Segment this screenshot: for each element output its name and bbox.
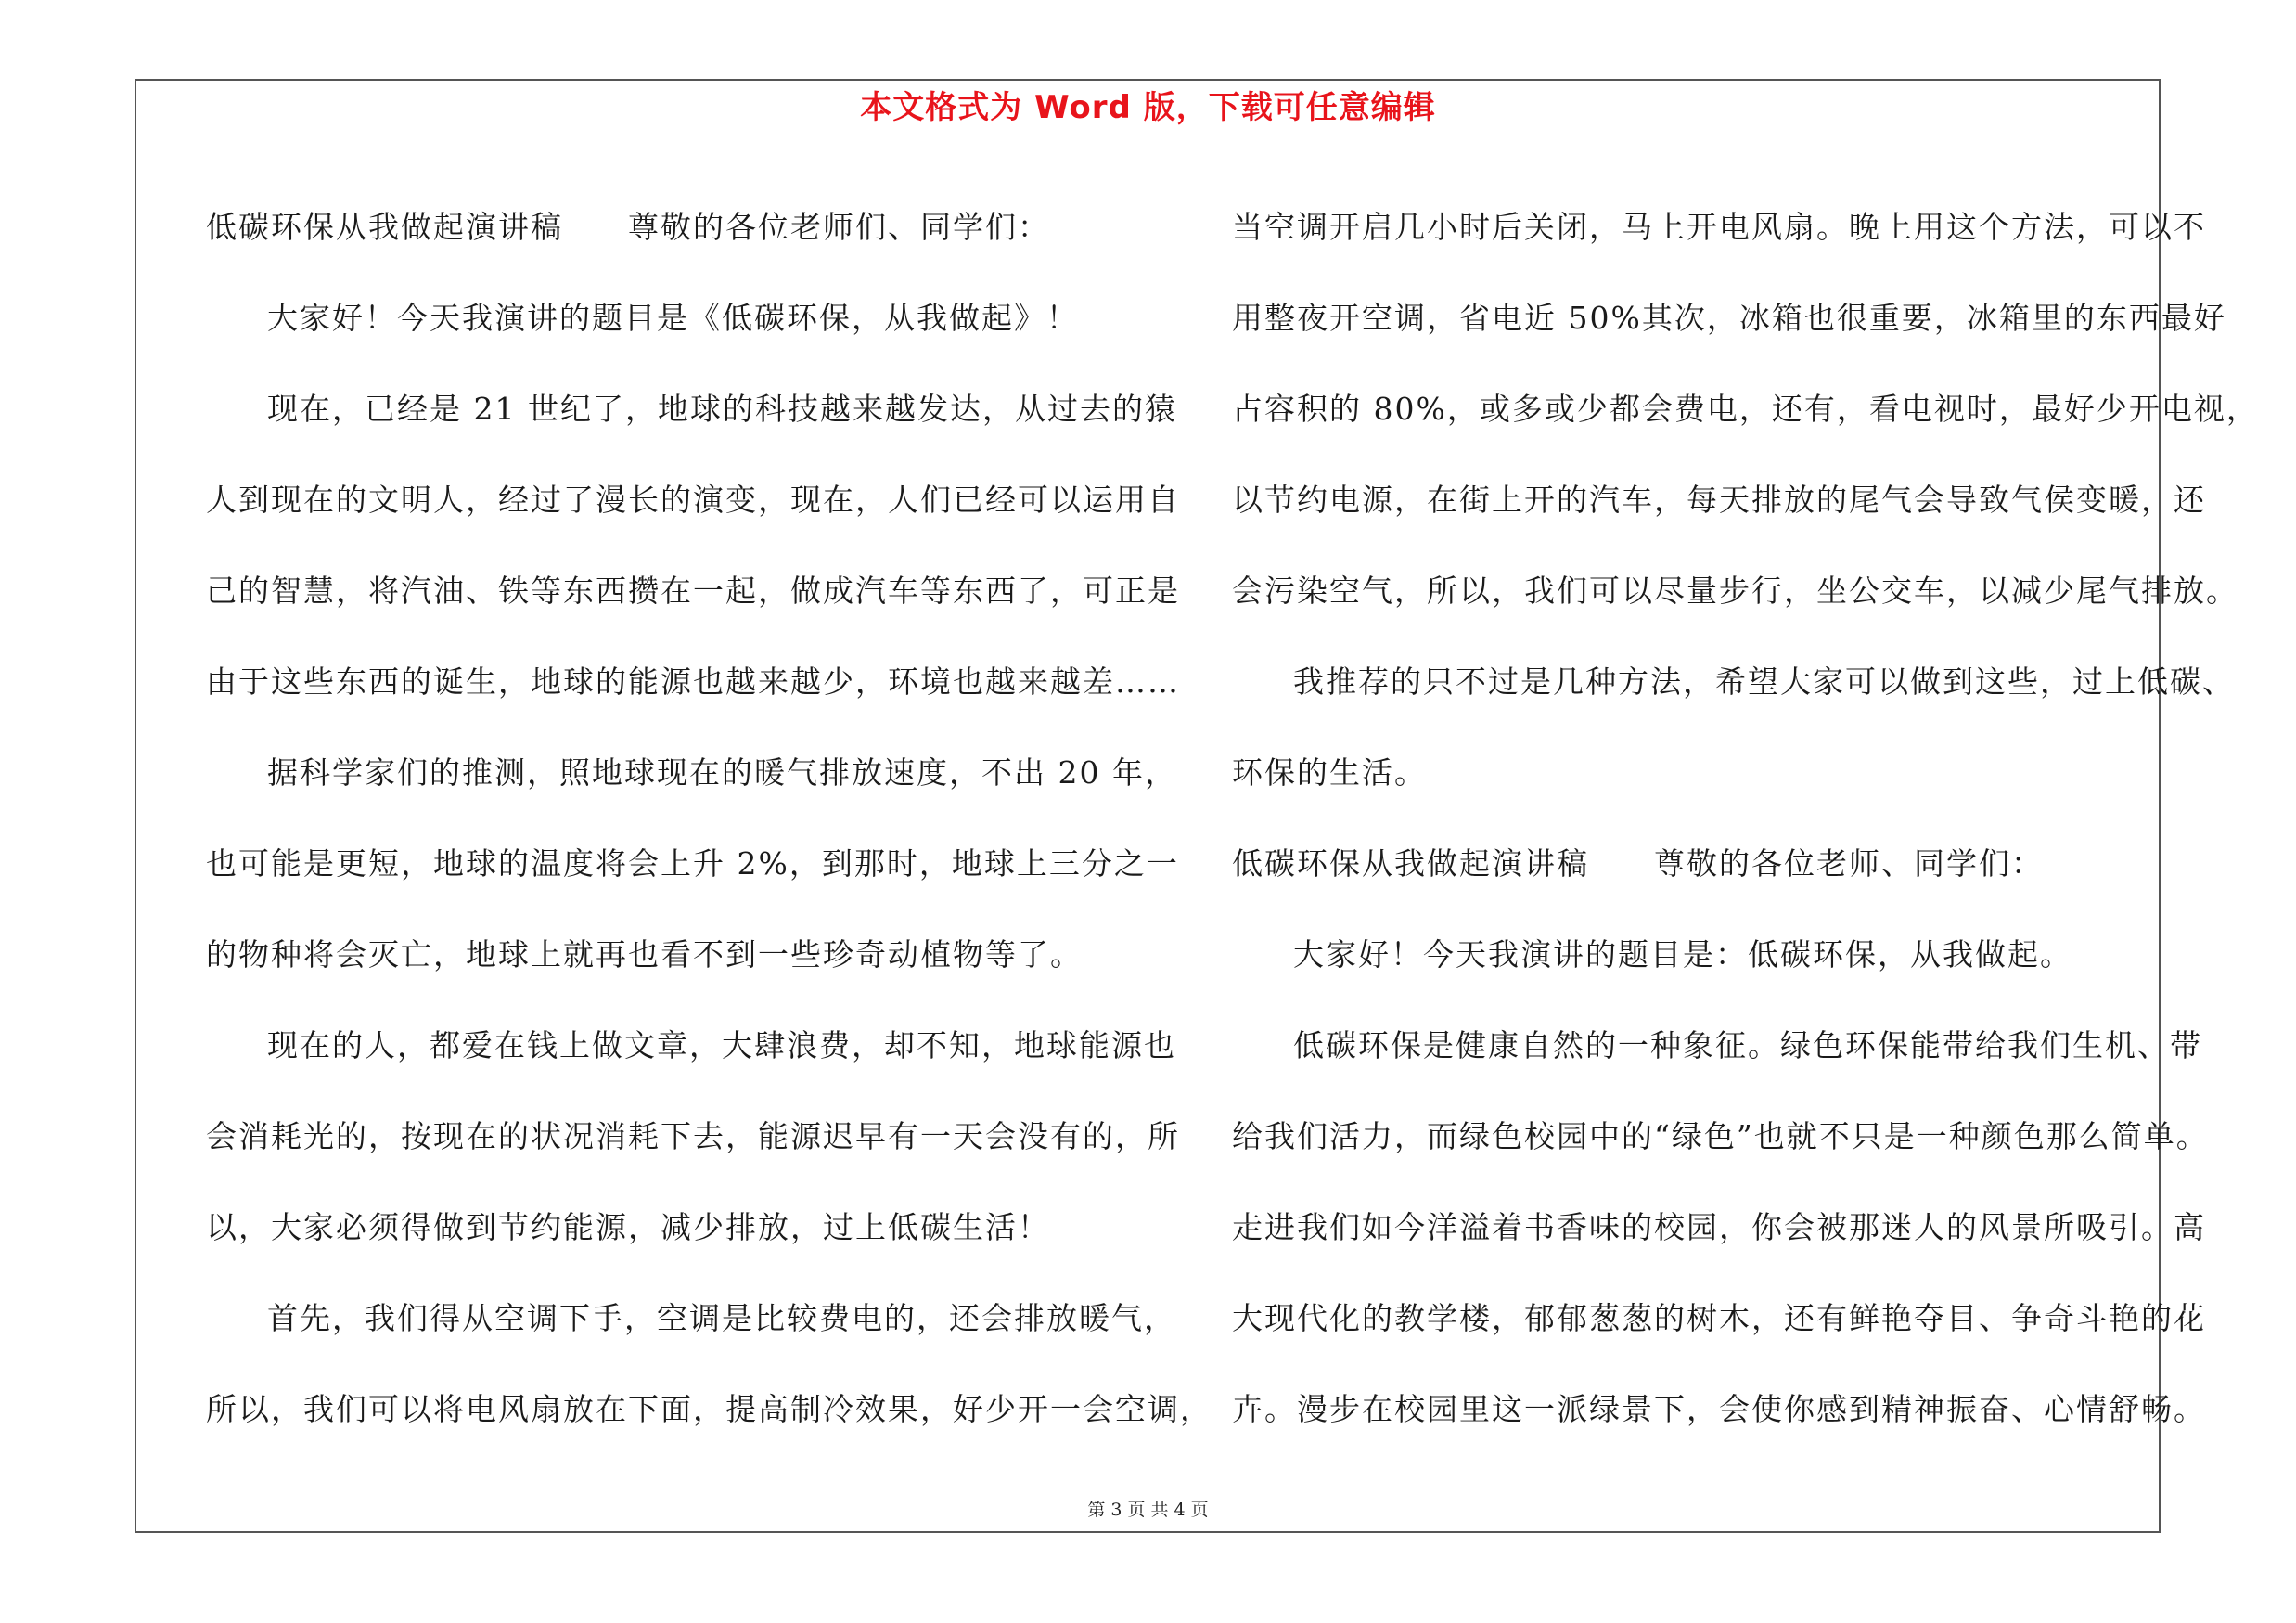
text-line: 低碳环保是健康自然的一种象征。绿色环保能带给我们生机、带 xyxy=(1293,1027,2202,1063)
text-line: 以节约电源，在街上开的汽车，每天排放的尾气会导致气侯变暖，还 xyxy=(1232,482,2206,518)
format-notice-banner: 本文格式为 Word 版，下载可任意编辑 xyxy=(860,89,1436,126)
text-line: 卉。漫步在校园里这一派绿景下，会使你感到精神振奋、心情舒畅。 xyxy=(1232,1391,2206,1427)
text-line: 大家好！今天我演讲的题目是：低碳环保，从我做起。 xyxy=(1293,936,2072,973)
text-line: 现在的人，都爱在钱上做文章，大肆浪费，却不知，地球能源也 xyxy=(267,1027,1176,1063)
right-column xyxy=(1232,182,2259,1455)
text-line: 大家好！今天我演讲的题目是《低碳环保，从我做起》！ xyxy=(267,300,1079,336)
text-line: 环保的生活。 xyxy=(1232,754,1427,791)
left-column xyxy=(206,182,1212,1455)
text-line: 我推荐的只不过是几种方法，希望大家可以做到这些，过上低碳、 xyxy=(1293,663,2235,700)
text-line: 占容积的 80%，或多或少都会费电，还有，看电视时，最好少开电视， xyxy=(1232,391,2259,427)
text-line: 所以，我们可以将电风扇放在下面，提高制冷效果，好少开一会空调， xyxy=(206,1391,1212,1427)
text-line: 由于这些东西的诞生，地球的能源也越来越少，环境也越来越差…… xyxy=(206,663,1180,700)
text-line: 首先，我们得从空调下手，空调是比较费电的，还会排放暖气， xyxy=(267,1300,1176,1336)
text-line: 用整夜开空调，省电近 50%其次，冰箱也很重要，冰箱里的东西最好 xyxy=(1232,300,2226,336)
text-line: 以，大家必须得做到节约能源，减少排放，过上低碳生活！ xyxy=(206,1209,1050,1245)
text-line: 也可能是更短，地球的温度将会上升 2%，到那时，地球上三分之一 xyxy=(206,845,1179,882)
text-line: 人到现在的文明人，经过了漫长的演变，现在，人们已经可以运用自 xyxy=(206,482,1180,518)
text-line: 走进我们如今洋溢着书香味的校园，你会被那迷人的风景所吸引。高 xyxy=(1232,1209,2206,1245)
text-line: 低碳环保从我做起演讲稿 尊敬的各位老师、同学们： xyxy=(1232,845,2044,882)
text-line: 己的智慧，将汽油、铁等东西攒在一起，做成汽车等东西了，可正是 xyxy=(206,573,1180,609)
text-line: 据科学家们的推测，照地球现在的暖气排放速度，不出 20 年， xyxy=(267,754,1177,791)
text-line: 低碳环保从我做起演讲稿 尊敬的各位老师们、同学们： xyxy=(206,209,1050,245)
text-line: 给我们活力，而绿色校园中的“绿色”也就不只是一种颜色那么简单。 xyxy=(1232,1118,2209,1154)
page-footer: 第 3 页 共 4 页 xyxy=(1087,1500,1209,1520)
text-line: 会消耗光的，按现在的状况消耗下去，能源迟早有一天会没有的，所 xyxy=(206,1118,1180,1154)
text-line: 现在，已经是 21 世纪了，地球的科技越来越发达，从过去的猿 xyxy=(267,391,1177,427)
text-line: 会污染空气，所以，我们可以尽量步行，坐公交车，以减少尾气排放。 xyxy=(1232,573,2238,609)
text-line: 当空调开启几小时后关闭，马上开电风扇。晚上用这个方法，可以不 xyxy=(1232,209,2206,245)
text-line: 大现代化的教学楼，郁郁葱葱的树木，还有鲜艳夺目、争奇斗艳的花 xyxy=(1232,1300,2206,1336)
text-line: 的物种将会灭亡，地球上就再也看不到一些珍奇动植物等了。 xyxy=(206,936,1083,973)
